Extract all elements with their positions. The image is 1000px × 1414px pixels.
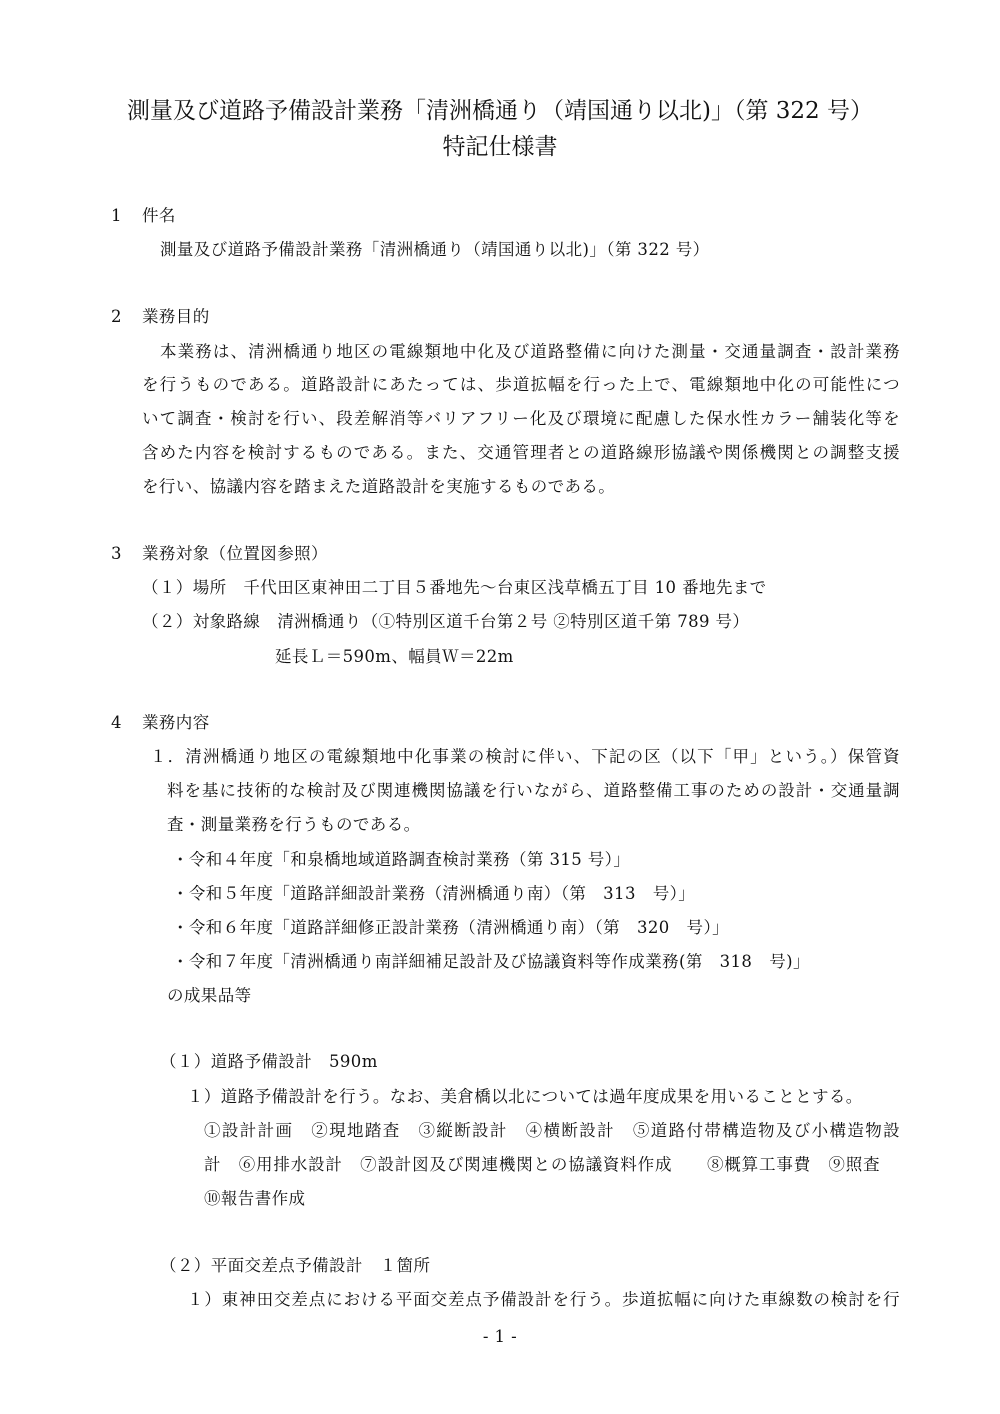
section-2-heading: 業務目的 <box>142 307 210 326</box>
section-2-line: 本業務は、清洲橋通り地区の電線類地中化及び道路整備に向けた測量・交通量調査・設計業務 <box>160 342 900 361</box>
section-2-line: 含めた内容を検討するものである。また、交通管理者との道路線形協議や関係機関との調整支援 <box>142 443 900 462</box>
section-2-line: を行うものである。道路設計にあたっては、歩道拡幅を行った上で、電線類地中化の可能性につ <box>142 375 900 394</box>
document-subtitle: 特記仕様書 <box>442 134 558 160</box>
section-2-line: を行い、協議内容を踏まえた道路設計を実施するものである。 <box>142 477 616 496</box>
section-1-heading: 件名 <box>142 206 176 225</box>
reference-item: ・令和６年度「道路詳細修正設計業務（清洲橋通り南）（第 320 号）」 <box>172 918 729 937</box>
subsection-1-task-line: ⑩報告書作成 <box>204 1189 306 1208</box>
section-3-dimensions: 延長Ｌ＝590m、幅員Ｗ＝22m <box>275 647 514 666</box>
reference-tail: の成果品等 <box>167 986 252 1005</box>
subsection-1-heading: （１）道路予備設計 590m <box>160 1052 378 1071</box>
section-2-line: いて調査・検討を行い、段差解消等バリアフリー化及び環境に配慮した保水性カラー舗装化等を <box>142 409 900 428</box>
subsection-1-task-line: 計 ⑥用排水設計 ⑦設計図及び関連機関との協議資料作成 ⑧概算工事費 ⑨照査 <box>204 1155 880 1174</box>
section-3-location: （１）場所 千代田区東神田二丁目５番地先～台東区浅草橋五丁目 10 番地先まで <box>142 578 767 597</box>
section-1-number: 1 <box>111 206 122 225</box>
page-number: - 1 - <box>482 1327 518 1346</box>
reference-item: ・令和７年度「清洲橋通り南詳細補足設計及び協議資料等作成業務(第 318 号)」 <box>172 952 810 971</box>
section-3-route: （２）対象路線 清洲橋通り（①特別区道千台第２号 ②特別区道千第 789 号） <box>142 612 750 631</box>
section-4-heading: 業務内容 <box>142 713 210 732</box>
section-2-number: 2 <box>111 307 122 326</box>
section-4-intro-line: 料を基に技術的な検討及び関連機関協議を行いながら、道路整備工事のための設計・交通量調 <box>167 781 900 800</box>
section-1-body: 測量及び道路予備設計業務「清洲橋通り（靖国通り以北)」（第 322 号） <box>160 240 710 259</box>
section-3-number: 3 <box>111 544 122 563</box>
subsection-1-task-line: ①設計計画 ②現地踏査 ③縦断設計 ④横断設計 ⑤道路付帯構造物及び小構造物設 <box>204 1121 900 1140</box>
reference-item: ・令和５年度「道路詳細設計業務（清洲橋通り南）（第 313 号）」 <box>172 884 696 903</box>
section-4-intro-line: 査・測量業務を行うものである。 <box>167 815 421 834</box>
reference-item: ・令和４年度「和泉橋地域道路調査検討業務（第 315 号）」 <box>172 850 631 869</box>
document-title: 測量及び道路予備設計業務「清洲橋通り（靖国通り以北)」（第 322 号） <box>127 98 873 124</box>
subsection-1-item: １）道路予備設計を行う。なお、美倉橋以北については過年度成果を用いることとする。 <box>187 1087 863 1106</box>
section-4-intro-line: １．清洲橋通り地区の電線類地中化事業の検討に伴い、下記の区（以下「甲」という。）保管資 <box>150 747 900 766</box>
subsection-2-item: １）東神田交差点における平面交差点予備設計を行う。歩道拡幅に向けた車線数の検討を行 <box>187 1290 900 1309</box>
section-4-number: 4 <box>111 713 122 732</box>
subsection-2-heading: （２）平面交差点予備設計 １箇所 <box>160 1256 431 1275</box>
section-3-heading: 業務対象（位置図参照） <box>142 544 328 563</box>
